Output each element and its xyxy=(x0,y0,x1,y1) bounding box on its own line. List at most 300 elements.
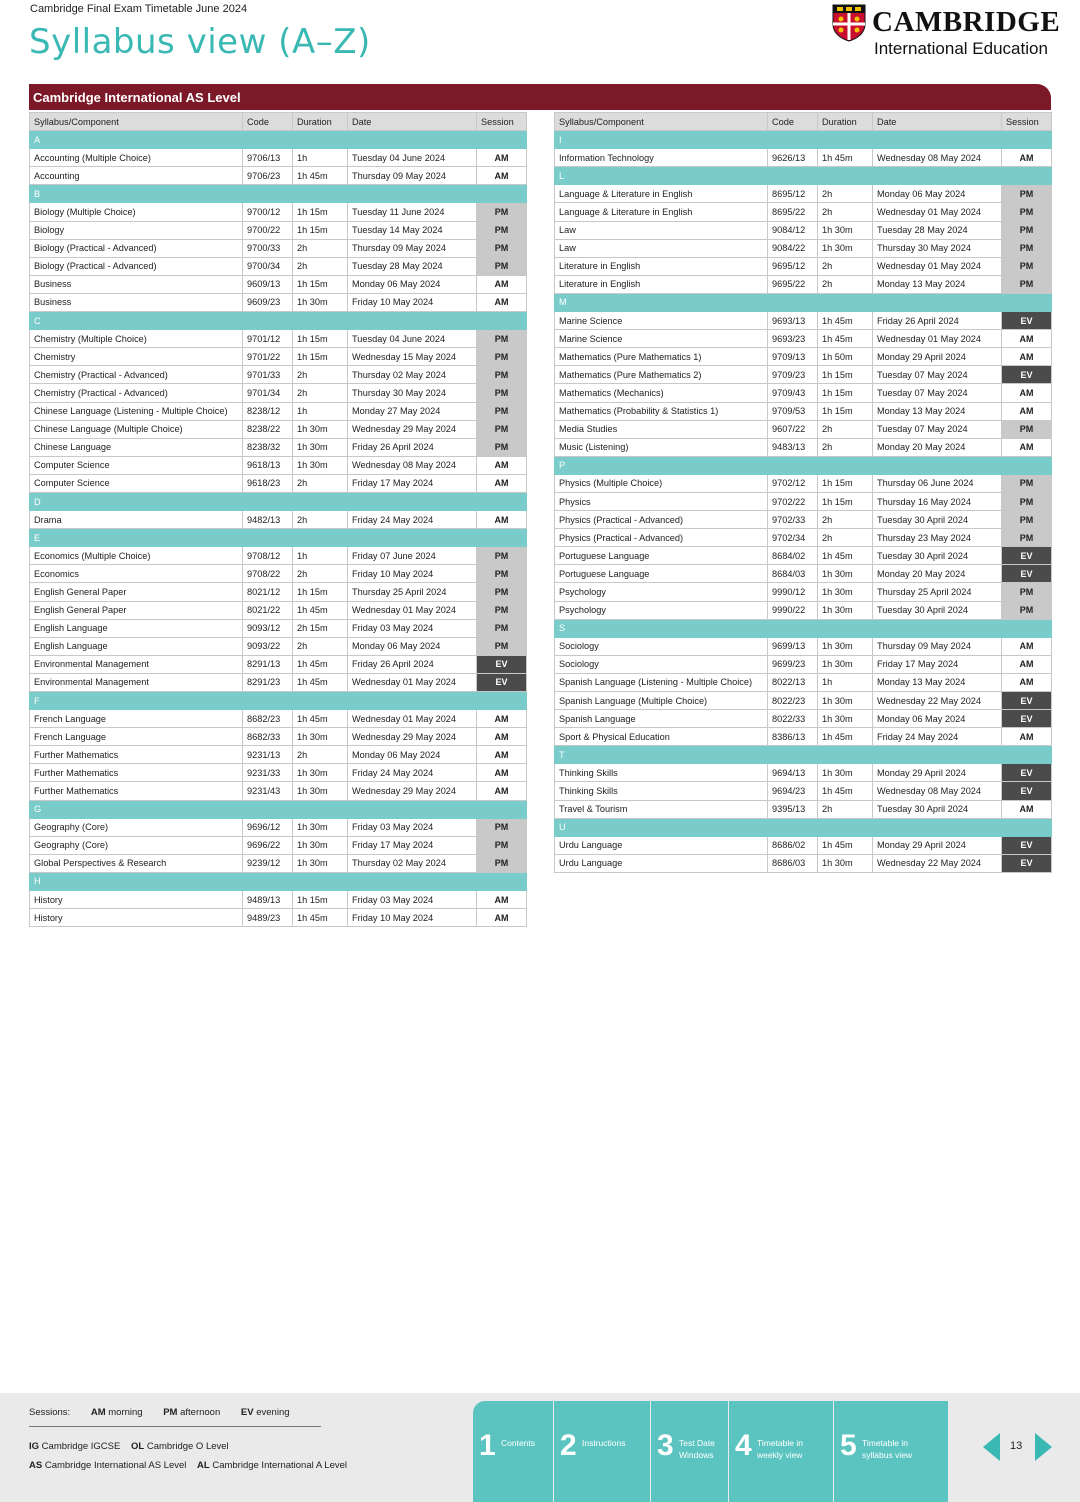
duration-cell: 1h 45m xyxy=(818,782,873,800)
table-row xyxy=(555,420,1052,438)
header-duration: Duration xyxy=(818,113,873,131)
session-cell: PM xyxy=(477,366,527,384)
syllabus-cell: History xyxy=(30,909,243,927)
date-cell: Friday 26 April 2024 xyxy=(873,312,1002,330)
code-cell: 8686/02 xyxy=(768,836,818,854)
table-row xyxy=(555,384,1052,402)
date-cell: Friday 26 April 2024 xyxy=(348,655,477,673)
duration-cell: 1h 15m xyxy=(818,492,873,510)
code-cell: 9701/12 xyxy=(243,330,293,348)
session-cell: AM xyxy=(1002,384,1052,402)
syllabus-cell: Biology xyxy=(30,221,243,239)
logo-subtitle: International Education xyxy=(874,39,1048,58)
syllabus-cell: Law xyxy=(555,221,768,239)
letter-heading-row xyxy=(30,872,527,890)
timetable-right xyxy=(554,112,1052,873)
code-cell: 9693/13 xyxy=(768,312,818,330)
code-cell: 8021/22 xyxy=(243,601,293,619)
session-cell: AM xyxy=(1002,673,1052,691)
code-cell: 9609/13 xyxy=(243,275,293,293)
date-cell: Friday 10 May 2024 xyxy=(348,909,477,927)
code-cell: 9706/23 xyxy=(243,167,293,185)
syllabus-cell: Thinking Skills xyxy=(555,764,768,782)
levels-legend xyxy=(29,1437,355,1475)
code-cell: 8238/12 xyxy=(243,402,293,420)
legend-as: AS Cambridge International AS Level xyxy=(29,1460,187,1471)
date-cell: Tuesday 30 April 2024 xyxy=(873,511,1002,529)
date-cell: Wednesday 29 May 2024 xyxy=(348,782,477,800)
date-cell: Tuesday 07 May 2024 xyxy=(873,366,1002,384)
letter-heading-row xyxy=(555,131,1052,149)
date-cell: Wednesday 08 May 2024 xyxy=(873,149,1002,167)
letter-heading: H xyxy=(30,872,527,890)
table-row xyxy=(555,275,1052,293)
letter-heading: B xyxy=(30,185,527,203)
table-row xyxy=(30,655,527,673)
syllabus-cell: Urdu Language xyxy=(555,854,768,872)
header-syllabus: Syllabus/Component xyxy=(30,113,243,131)
date-cell: Friday 03 May 2024 xyxy=(348,891,477,909)
session-cell: PM xyxy=(477,221,527,239)
duration-cell: 1h 30m xyxy=(818,583,873,601)
session-cell: PM xyxy=(477,836,527,854)
header-code: Code xyxy=(243,113,293,131)
syllabus-cell: Further Mathematics xyxy=(30,782,243,800)
date-cell: Wednesday 01 May 2024 xyxy=(348,673,477,691)
syllabus-cell: Accounting (Multiple Choice) xyxy=(30,149,243,167)
syllabus-cell: Global Perspectives & Research xyxy=(30,854,243,872)
duration-cell: 1h 30m xyxy=(293,782,348,800)
date-cell: Friday 17 May 2024 xyxy=(348,836,477,854)
table-row xyxy=(555,203,1052,221)
syllabus-cell: French Language xyxy=(30,728,243,746)
duration-cell: 2h xyxy=(293,384,348,402)
letter-heading-row xyxy=(555,818,1052,836)
code-cell: 9702/34 xyxy=(768,529,818,547)
syllabus-cell: Economics xyxy=(30,565,243,583)
session-cell: EV xyxy=(1002,836,1052,854)
syllabus-cell: Literature in English xyxy=(555,275,768,293)
table-row xyxy=(30,149,527,167)
code-cell: 8684/03 xyxy=(768,565,818,583)
footer xyxy=(0,1393,1080,1502)
legend-al: AL Cambridge International A Level xyxy=(197,1460,347,1471)
session-cell: PM xyxy=(477,565,527,583)
table-row xyxy=(555,601,1052,619)
code-cell: 9093/12 xyxy=(243,619,293,637)
date-cell: Thursday 09 May 2024 xyxy=(348,239,477,257)
code-cell: 9706/13 xyxy=(243,149,293,167)
code-cell: 9699/13 xyxy=(768,637,818,655)
duration-cell: 1h 30m xyxy=(818,854,873,872)
date-cell: Tuesday 11 June 2024 xyxy=(348,203,477,221)
code-cell: 8695/22 xyxy=(768,203,818,221)
code-cell: 9489/13 xyxy=(243,891,293,909)
syllabus-cell: Computer Science xyxy=(30,474,243,492)
syllabus-cell: Chemistry (Practical - Advanced) xyxy=(30,366,243,384)
letter-heading: P xyxy=(555,456,1052,474)
syllabus-cell: French Language xyxy=(30,710,243,728)
date-cell: Tuesday 07 May 2024 xyxy=(873,384,1002,402)
date-cell: Wednesday 01 May 2024 xyxy=(348,601,477,619)
code-cell: 9990/12 xyxy=(768,583,818,601)
date-cell: Tuesday 28 May 2024 xyxy=(873,221,1002,239)
date-cell: Thursday 02 May 2024 xyxy=(348,366,477,384)
session-cell: AM xyxy=(477,275,527,293)
date-cell: Thursday 25 April 2024 xyxy=(348,583,477,601)
syllabus-cell: Sport & Physical Education xyxy=(555,728,768,746)
letter-heading: A xyxy=(30,131,527,149)
legend-ig: IG Cambridge IGCSE xyxy=(29,1441,121,1452)
duration-cell: 1h 45m xyxy=(293,601,348,619)
session-cell: EV xyxy=(1002,854,1052,872)
date-cell: Thursday 06 June 2024 xyxy=(873,474,1002,492)
nav-tab-instructions[interactable] xyxy=(554,1401,650,1502)
syllabus-cell: Chemistry (Practical - Advanced) xyxy=(30,384,243,402)
duration-cell: 1h 15m xyxy=(818,366,873,384)
duration-cell: 1h 30m xyxy=(293,854,348,872)
date-cell: Thursday 09 May 2024 xyxy=(873,637,1002,655)
code-cell: 9084/22 xyxy=(768,239,818,257)
table-row xyxy=(30,710,527,728)
nav-tab-label: Timetable in weekly view xyxy=(757,1438,803,1460)
duration-cell: 2h xyxy=(293,565,348,583)
duration-cell: 1h 45m xyxy=(293,655,348,673)
date-cell: Friday 10 May 2024 xyxy=(348,293,477,311)
letter-heading-row xyxy=(30,492,527,510)
duration-cell: 1h 15m xyxy=(293,330,348,348)
duration-cell: 1h 15m xyxy=(818,474,873,492)
letter-heading: F xyxy=(30,692,527,710)
code-cell: 9709/23 xyxy=(768,366,818,384)
session-cell: PM xyxy=(1002,474,1052,492)
table-row xyxy=(30,474,527,492)
date-cell: Tuesday 14 May 2024 xyxy=(348,221,477,239)
table-row xyxy=(30,384,527,402)
duration-cell: 2h xyxy=(818,511,873,529)
cambridge-shield-icon xyxy=(832,4,866,42)
code-cell: 9694/13 xyxy=(768,764,818,782)
nav-tab-label: Instructions xyxy=(582,1438,626,1448)
date-cell: Friday 03 May 2024 xyxy=(348,818,477,836)
code-cell: 9699/23 xyxy=(768,655,818,673)
table-row xyxy=(30,366,527,384)
duration-cell: 2h xyxy=(818,275,873,293)
duration-cell: 1h 45m xyxy=(818,330,873,348)
table-row xyxy=(30,891,527,909)
syllabus-cell: Drama xyxy=(30,511,243,529)
table-row xyxy=(30,836,527,854)
session-cell: AM xyxy=(477,456,527,474)
duration-cell: 1h 45m xyxy=(818,312,873,330)
table-row xyxy=(30,456,527,474)
nav-tab-label: Test Date Windows xyxy=(679,1438,715,1460)
session-cell: EV xyxy=(477,655,527,673)
duration-cell: 1h 30m xyxy=(293,293,348,311)
code-cell: 9701/22 xyxy=(243,348,293,366)
letter-heading: S xyxy=(555,619,1052,637)
table-row xyxy=(555,655,1052,673)
table-row xyxy=(555,402,1052,420)
session-cell: PM xyxy=(477,330,527,348)
syllabus-cell: Psychology xyxy=(555,601,768,619)
code-cell: 8684/02 xyxy=(768,547,818,565)
letter-heading: C xyxy=(30,312,527,330)
next-page-arrow-icon[interactable] xyxy=(1035,1433,1052,1461)
duration-cell: 1h 50m xyxy=(818,348,873,366)
session-cell: PM xyxy=(477,257,527,275)
code-cell: 8238/22 xyxy=(243,420,293,438)
session-cell: AM xyxy=(1002,655,1052,673)
letter-heading-row xyxy=(555,746,1052,764)
session-cell: AM xyxy=(1002,800,1052,818)
duration-cell: 1h xyxy=(818,673,873,691)
table-row xyxy=(555,221,1052,239)
session-cell: EV xyxy=(1002,710,1052,728)
date-cell: Monday 13 May 2024 xyxy=(873,673,1002,691)
code-cell: 9609/23 xyxy=(243,293,293,311)
table-row xyxy=(30,746,527,764)
date-cell: Monday 06 May 2024 xyxy=(348,275,477,293)
nav-tab-number: 3 xyxy=(657,1429,674,1462)
nav-tab-label: Contents xyxy=(501,1438,536,1448)
letter-heading: U xyxy=(555,818,1052,836)
duration-cell: 1h 30m xyxy=(818,710,873,728)
syllabus-cell: Mathematics (Pure Mathematics 1) xyxy=(555,348,768,366)
date-cell: Monday 06 May 2024 xyxy=(873,710,1002,728)
code-cell: 8022/33 xyxy=(768,710,818,728)
table-row xyxy=(30,601,527,619)
syllabus-cell: Computer Science xyxy=(30,456,243,474)
session-cell: AM xyxy=(477,167,527,185)
letter-heading: L xyxy=(555,167,1052,185)
session-cell: PM xyxy=(1002,257,1052,275)
date-cell: Monday 20 May 2024 xyxy=(873,438,1002,456)
syllabus-cell: Language & Literature in English xyxy=(555,185,768,203)
duration-cell: 1h 30m xyxy=(818,601,873,619)
date-cell: Tuesday 30 April 2024 xyxy=(873,800,1002,818)
date-cell: Friday 24 May 2024 xyxy=(348,511,477,529)
code-cell: 8022/13 xyxy=(768,673,818,691)
code-cell: 9395/13 xyxy=(768,800,818,818)
session-cell: EV xyxy=(1002,692,1052,710)
syllabus-cell: Media Studies xyxy=(555,420,768,438)
table-header-row xyxy=(555,113,1052,131)
date-cell: Monday 27 May 2024 xyxy=(348,402,477,420)
syllabus-cell: Chemistry xyxy=(30,348,243,366)
page-number: 13 xyxy=(1010,1440,1023,1452)
table-row xyxy=(555,854,1052,872)
duration-cell: 1h 30m xyxy=(818,239,873,257)
duration-cell: 2h xyxy=(818,420,873,438)
duration-cell: 1h 30m xyxy=(293,728,348,746)
table-row xyxy=(30,275,527,293)
code-cell: 8291/23 xyxy=(243,673,293,691)
table-row xyxy=(30,565,527,583)
legend-ol: OL Cambridge O Level xyxy=(130,1441,229,1452)
duration-cell: 1h 45m xyxy=(293,673,348,691)
date-cell: Tuesday 04 June 2024 xyxy=(348,149,477,167)
table-row xyxy=(555,348,1052,366)
session-cell: AM xyxy=(477,511,527,529)
letter-heading-row xyxy=(30,312,527,330)
duration-cell: 1h 45m xyxy=(818,728,873,746)
table-row xyxy=(30,728,527,746)
session-cell: AM xyxy=(1002,402,1052,420)
session-cell: AM xyxy=(477,782,527,800)
nav-tab-weekly-view[interactable] xyxy=(729,1401,833,1502)
date-cell: Wednesday 22 May 2024 xyxy=(873,854,1002,872)
code-cell: 9702/12 xyxy=(768,474,818,492)
header-session: Session xyxy=(477,113,527,131)
session-cell: PM xyxy=(1002,203,1052,221)
duration-cell: 1h 30m xyxy=(818,655,873,673)
code-cell: 9696/12 xyxy=(243,818,293,836)
table-row xyxy=(555,149,1052,167)
table-row xyxy=(30,438,527,456)
session-cell: AM xyxy=(477,891,527,909)
duration-cell: 1h 30m xyxy=(293,818,348,836)
syllabus-cell: English General Paper xyxy=(30,601,243,619)
table-row xyxy=(555,692,1052,710)
timetable-left-body xyxy=(30,131,527,927)
syllabus-cell: Music (Listening) xyxy=(555,438,768,456)
section-band xyxy=(29,84,1051,110)
session-cell: PM xyxy=(477,601,527,619)
code-cell: 8021/12 xyxy=(243,583,293,601)
session-cell: EV xyxy=(1002,764,1052,782)
table-row xyxy=(555,438,1052,456)
duration-cell: 2h xyxy=(293,637,348,655)
code-cell: 9489/23 xyxy=(243,909,293,927)
session-cell: AM xyxy=(477,764,527,782)
duration-cell: 1h 30m xyxy=(293,438,348,456)
code-cell: 9700/22 xyxy=(243,221,293,239)
table-row xyxy=(30,330,527,348)
table-row xyxy=(555,185,1052,203)
syllabus-cell: Environmental Management xyxy=(30,673,243,691)
code-cell: 9700/33 xyxy=(243,239,293,257)
nav-tab-syllabus-view[interactable] xyxy=(834,1401,948,1502)
code-cell: 9093/22 xyxy=(243,637,293,655)
code-cell: 9695/22 xyxy=(768,275,818,293)
timetable-left xyxy=(29,112,527,927)
date-cell: Friday 26 April 2024 xyxy=(348,438,477,456)
duration-cell: 1h 15m xyxy=(293,203,348,221)
table-row xyxy=(555,710,1052,728)
duration-cell: 1h 30m xyxy=(293,836,348,854)
date-cell: Wednesday 29 May 2024 xyxy=(348,420,477,438)
session-cell: EV xyxy=(1002,565,1052,583)
duration-cell: 2h xyxy=(818,438,873,456)
table-row xyxy=(555,728,1052,746)
header-duration: Duration xyxy=(293,113,348,131)
session-cell: PM xyxy=(477,420,527,438)
duration-cell: 2h xyxy=(293,366,348,384)
syllabus-cell: Language & Literature in English xyxy=(555,203,768,221)
syllabus-cell: Geography (Core) xyxy=(30,818,243,836)
code-cell: 9618/23 xyxy=(243,474,293,492)
duration-cell: 1h 15m xyxy=(818,402,873,420)
syllabus-cell: Biology (Practical - Advanced) xyxy=(30,239,243,257)
date-cell: Friday 24 May 2024 xyxy=(873,728,1002,746)
prev-page-arrow-icon[interactable] xyxy=(983,1433,1000,1461)
duration-cell: 1h 15m xyxy=(293,891,348,909)
letter-heading-row xyxy=(30,131,527,149)
duration-cell: 1h 15m xyxy=(293,348,348,366)
table-row xyxy=(555,637,1052,655)
session-cell: PM xyxy=(477,402,527,420)
table-row xyxy=(555,366,1052,384)
syllabus-cell: Mathematics (Probability & Statistics 1) xyxy=(555,402,768,420)
code-cell: 9626/13 xyxy=(768,149,818,167)
table-row xyxy=(555,312,1052,330)
table-row xyxy=(30,203,527,221)
session-cell: PM xyxy=(477,637,527,655)
table-row xyxy=(555,583,1052,601)
letter-heading: D xyxy=(30,492,527,510)
code-cell: 8695/12 xyxy=(768,185,818,203)
duration-cell: 1h 30m xyxy=(293,420,348,438)
duration-cell: 2h xyxy=(293,474,348,492)
session-cell: PM xyxy=(1002,221,1052,239)
syllabus-cell: Physics (Practical - Advanced) xyxy=(555,529,768,547)
date-cell: Monday 29 April 2024 xyxy=(873,836,1002,854)
letter-heading: G xyxy=(30,800,527,818)
syllabus-cell: Spanish Language (Multiple Choice) xyxy=(555,692,768,710)
code-cell: 9701/33 xyxy=(243,366,293,384)
table-row xyxy=(555,239,1052,257)
legend-divider xyxy=(29,1426,321,1427)
session-cell: AM xyxy=(477,474,527,492)
sessions-legend xyxy=(29,1407,308,1418)
legend-pm: PM afternoon xyxy=(163,1407,221,1418)
session-cell: EV xyxy=(1002,312,1052,330)
code-cell: 9239/12 xyxy=(243,854,293,872)
syllabus-cell: Urdu Language xyxy=(555,836,768,854)
duration-cell: 1h 45m xyxy=(818,547,873,565)
nav-tab-number: 4 xyxy=(735,1429,752,1462)
date-cell: Wednesday 08 May 2024 xyxy=(348,456,477,474)
date-cell: Wednesday 01 May 2024 xyxy=(873,330,1002,348)
table-row xyxy=(30,293,527,311)
nav-tab-contents[interactable] xyxy=(473,1401,553,1502)
syllabus-cell: Chinese Language (Multiple Choice) xyxy=(30,420,243,438)
duration-cell: 2h xyxy=(818,529,873,547)
session-cell: EV xyxy=(1002,366,1052,384)
document-title: Cambridge Final Exam Timetable June 2024 xyxy=(30,3,248,15)
table-row xyxy=(30,402,527,420)
syllabus-cell: Information Technology xyxy=(555,149,768,167)
session-cell: AM xyxy=(1002,330,1052,348)
date-cell: Thursday 23 May 2024 xyxy=(873,529,1002,547)
session-cell: AM xyxy=(1002,637,1052,655)
duration-cell: 2h xyxy=(293,239,348,257)
syllabus-cell: Chemistry (Multiple Choice) xyxy=(30,330,243,348)
table-row xyxy=(555,511,1052,529)
syllabus-cell: Sociology xyxy=(555,637,768,655)
code-cell: 9231/13 xyxy=(243,746,293,764)
syllabus-cell: Geography (Core) xyxy=(30,836,243,854)
letter-heading-row xyxy=(30,692,527,710)
date-cell: Friday 17 May 2024 xyxy=(348,474,477,492)
nav-tab-test-date-windows[interactable] xyxy=(651,1401,728,1502)
syllabus-cell: Business xyxy=(30,293,243,311)
code-cell: 9482/13 xyxy=(243,511,293,529)
session-cell: PM xyxy=(1002,511,1052,529)
cambridge-logo xyxy=(832,4,1061,58)
table-row xyxy=(30,348,527,366)
